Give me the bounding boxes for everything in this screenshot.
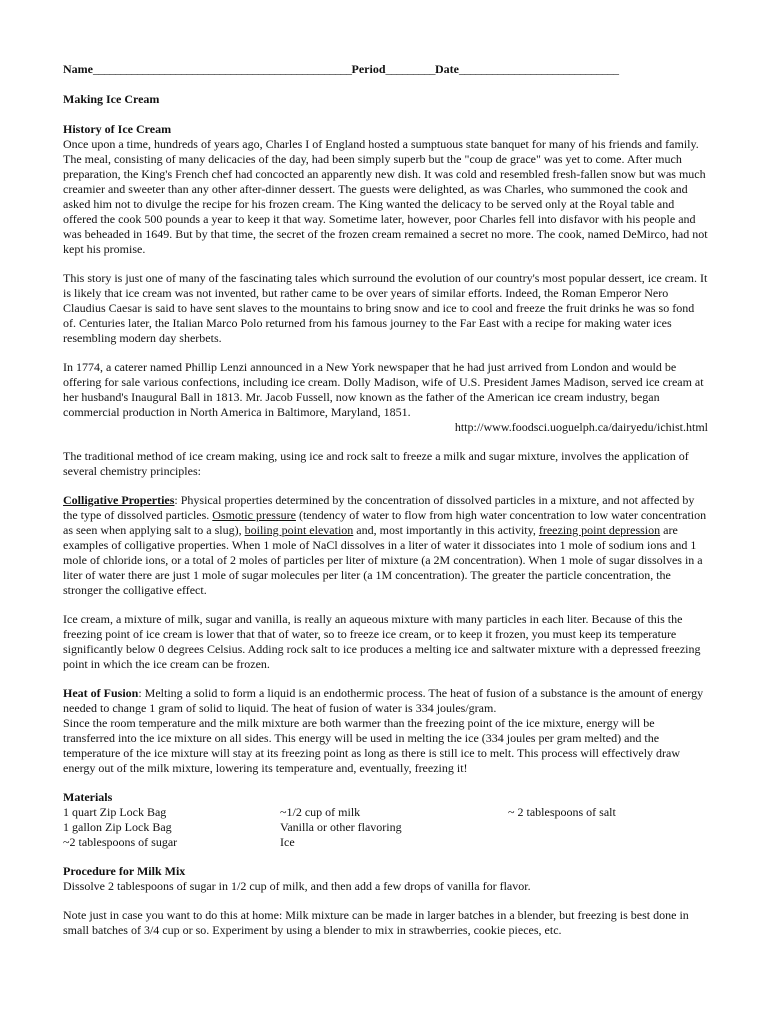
colligative-text-2: (tendency of water to flow from high water concentration to low water concentration as seen when applying salt to a slug),: [63, 508, 707, 537]
osmotic-pressure-term: Osmotic pressure: [212, 508, 296, 522]
colligative-text-3: and, most importantly in this activity,: [353, 523, 539, 537]
home-note-paragraph: Note just in case you want to do this at home: Milk mixture can be made in larger batches in a blender, but freezing is best done in small batches of 3/4 cup or so. Experiment by using a blender to mix in strawberries, cookie pieces, etc.: [63, 908, 689, 937]
material-item: 1 quart Zip Lock Bag: [63, 805, 167, 819]
date-label: Date: [435, 62, 459, 76]
material-item: Ice: [280, 835, 295, 849]
materials-column-1: [63, 805, 280, 850]
heat-of-fusion-paragraph: [63, 686, 708, 776]
heat-of-fusion-text-2: Since the room temperature and the milk mixture are both warmer than the freezing point of the ice mixture, energy will be transferred into the ice mixture on all sides. This energy will be used in melting the ice (334 joules per gram melted) and the temperature of the ice mixture will stay at its freezing point as long as there is still ice to melt. This process will effectively draw energy out of the milk mixture, lowering its temperature and, eventually, freezing it!: [63, 716, 681, 775]
history-paragraph-3: In 1774, a caterer named Phillip Lenzi announced in a New York newspaper that he had just arrived from London and would be offering for sale various confections, including ice cream. Dolly Madison, wife of U.S. President James Madison, served ice cream at her husband's Inaugural Ball in 1813. Mr. Jacob Fussell, now known as the father of the American ice cream industry, began commercial production in North America in Baltimore, Maryland, 1851.: [63, 360, 704, 419]
student-info-line: [63, 62, 708, 77]
heat-of-fusion-heading: Heat of Fusion: [63, 686, 139, 700]
date-blank: _____________________________: [459, 62, 619, 76]
source-url: http://www.foodsci.uoguelph.ca/dairyedu/ichist.html: [454, 420, 708, 434]
intro-paragraph: The traditional method of ice cream making, using ice and rock salt to freeze a milk and sugar mixture, involves the application of several chemistry principles:: [63, 449, 689, 478]
history-paragraph-2: This story is just one of many of the fascinating tales which surround the evolution of our country's most popular dessert, ice cream. It is likely that ice cream was not invented, but rather came to be over years of similar efforts. Indeed, the Roman Emperor Nero Claudius Caesar is said to have sent slaves to the mountains to bring snow and ice to cool and freeze the fruit drinks he was so fond of. Centuries later, the Italian Marco Polo returned from his famous journey to the Far East with a recipe for making water ices resembling modern day sherbets.: [63, 271, 708, 345]
period-blank: _________: [385, 62, 435, 76]
material-item: ~2 tablespoons of sugar: [63, 835, 178, 849]
history-heading: History of Ice Cream: [63, 122, 172, 136]
history-section: [63, 122, 708, 435]
name-blank: _______________________________________________: [93, 62, 352, 76]
freezing-point-depression-term: freezing point depression: [538, 523, 661, 537]
colligative-heading: Colligative Properties: [63, 493, 175, 507]
material-item: Vanilla or other flavoring: [280, 820, 402, 834]
materials-list: [63, 805, 708, 850]
material-item: ~ 2 tablespoons of salt: [508, 805, 616, 819]
document-title: Making Ice Cream: [63, 92, 160, 106]
procedure-heading: Procedure for Milk Mix: [63, 864, 186, 878]
colligative-paragraph: [63, 493, 708, 598]
name-label: Name: [63, 62, 93, 76]
history-paragraph-1: Once upon a time, hundreds of years ago, Charles I of England hosted a sumptuous state banquet for many of his friends and family. The meal, consisting of many delicacies of the day, had been simply superb but the "coup de grace" was yet to come. After much preparation, the King's French chef had concocted an apparently new dish. It was cold and resembled fresh-fallen snow but was much creamier and sweeter than any other after-dinner dessert. The guests were delighted, as was Charles, who summoned the cook and asked him not to divulge the recipe for his frozen cream. The King wanted the delicacy to be served only at the Royal table and offered the cook 500 pounds a year to keep it that way. Sometime later, however, poor Charles fell into disfavor with his people and was beheaded in 1649. But by that time, the secret of the frozen cream remained a secret no more. The cook, named DeMirco, had not kept his promise.: [63, 137, 708, 256]
colligative-text-4: are examples of colligative properties. When 1 mole of NaCl dissolves in a liter of water it dissociates into 1 mole of sodium ions and 1 mole of chloride ions, or a total of 2 moles of particles per liter of mixture (a 2M concentration). When 1 mole of sugar dissolves in a liter of water there are just 1 mole of sugar molecules per liter (a 1M concentration). The greater the particle concentration, the stronger the colligative effect.: [63, 523, 703, 597]
boiling-point-elevation-term: boiling point elevation: [244, 523, 354, 537]
procedure-section: [63, 864, 708, 894]
procedure-text: Dissolve 2 tablespoons of sugar in 1/2 cup of milk, and then add a few drops of vanilla for flavor.: [63, 879, 531, 893]
ice-cream-paragraph: Ice cream, a mixture of milk, sugar and vanilla, is really an aqueous mixture with many particles in each liter. Because of this the freezing point of ice cream is lower that that of water, so to freeze ice cream, or to keep it frozen, you must keep its temperature significantly below 0 degrees Celsius. Adding rock salt to ice produces a melting ice and saltwater mixture with a depressed freezing point in which the ice cream can be frozen.: [63, 612, 701, 671]
materials-column-3: [508, 805, 708, 850]
heat-of-fusion-text-1: : Melting a solid to form a liquid is an endothermic process. The heat of fusion of a substance is the amount of energy needed to change 1 gram of solid to liquid. The heat of fusion of water is 334 joules/gram.: [63, 686, 704, 715]
material-item: ~1/2 cup of milk: [280, 805, 361, 819]
period-label: Period: [351, 62, 386, 76]
material-item: 1 gallon Zip Lock Bag: [63, 820, 172, 834]
materials-heading: Materials: [63, 790, 113, 804]
colligative-text-1: : Physical properties determined by the concentration of dissolved particles in a mixture, and not affected by the type of dissolved particles.: [63, 493, 695, 522]
materials-column-2: [280, 805, 508, 850]
materials-section: [63, 790, 708, 850]
